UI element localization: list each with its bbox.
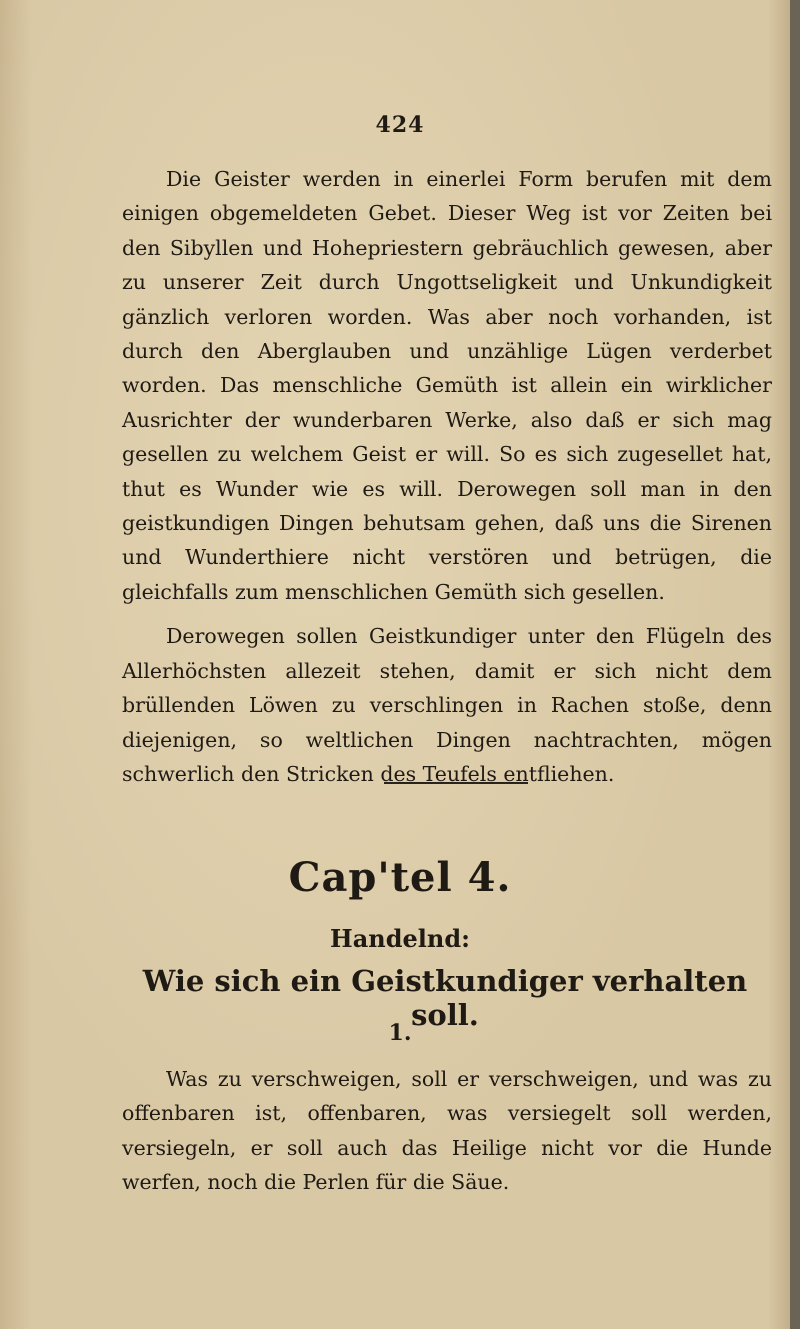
paragraph-2: Derowegen sollen Geistkundiger unter den Flügeln des Allerhöchsten allezeit stehen, damit er sich nicht dem brüllenden Löwen zu verschlingen in Rachen stoße, denn diejenigen, so weltlichen Dingen nachtrachten, mögen schwerlich den Stricken des Teufels entfliehen. (122, 624, 772, 786)
page-number: 424 (375, 112, 425, 138)
section-number: 1. (388, 1020, 412, 1046)
body-text (122, 162, 772, 791)
paragraph-1: Die Geister werden in einerlei Form berufen mit dem einigen obgemeldeten Gebet. Dieser Weg ist vor Zeiten bei den Sibyllen und Hohepriestern gebräuchlich gewesen, aber zu unserer Zeit durch Ungottseligkeit und Unkundigkeit gänzlich verloren worden. Was aber noch vorhanden, ist durch den Aberglauben und unzählige Lügen verderbet worden. Das menschliche Gemüth ist allein ein wirklicher Ausrichter der wunderbaren Werke, also daß er sich mag gesellen zu welchem Geist er will. So es sich zugesellet hat, thut es Wunder wie es will. Derowegen soll man in den geistkundigen Dingen behutsam gehen, daß uns die Sirenen und Wunderthiere nicht verstören und betrügen, die gleichfalls zum menschlichen Gemüth sich gesellen. (122, 167, 772, 604)
chapter-subtitle: Handelnd: (330, 924, 470, 953)
chapter-paragraph-1: Was zu verschweigen, soll er verschweigen, und was zu offenbaren ist, offenbaren, was versiegelt soll werden, versiegeln, er soll auch das Heilige nicht vor die Hunde werfen, noch die Perlen für die Säue. (122, 1067, 772, 1195)
chapter-body-text (122, 1062, 772, 1200)
chapter-heading: Wie sich ein Geistkundiger verhalten soll. (142, 964, 748, 1032)
chapter-title: Cap'tel 4. (288, 854, 512, 901)
section-divider (384, 782, 528, 784)
page-edge (790, 0, 800, 1329)
